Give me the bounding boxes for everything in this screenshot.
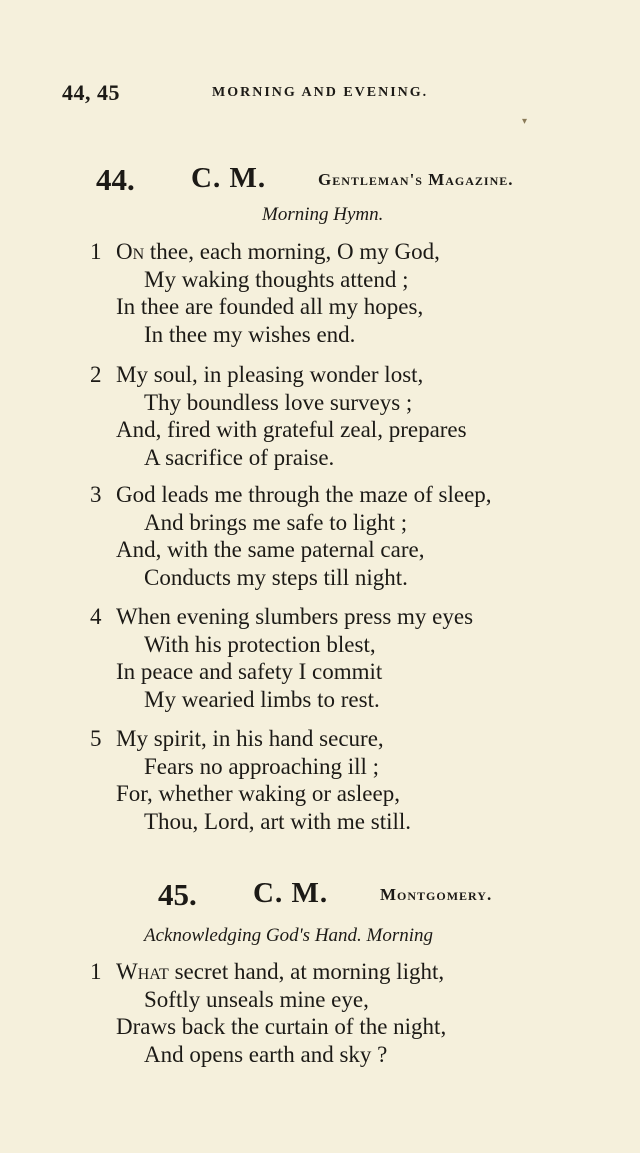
verse-line: For, whether waking or asleep,	[116, 781, 400, 806]
verse-line: And, fired with grateful zeal, prepares	[116, 417, 467, 442]
verse-line: Fears no approaching ill ;	[144, 753, 380, 779]
line-text: When evening slumbers press my eyes	[116, 604, 474, 629]
hymn-meter: C. M.	[191, 162, 267, 194]
hymn-45-header	[158, 877, 558, 917]
verse-line: In thee are founded all my hopes,	[116, 294, 424, 319]
verse-line	[90, 361, 560, 389]
verse-line: And, with the same paternal care,	[116, 537, 425, 562]
stanza-4	[90, 603, 560, 713]
line-text: secret hand, at morning light,	[168, 959, 445, 984]
verse-line: In thee my wishes end.	[144, 321, 356, 347]
verse-line: And opens earth and sky ?	[144, 1041, 388, 1067]
verse-line	[90, 603, 560, 631]
verse-line: Softly unseals mine eye,	[144, 986, 369, 1012]
stanza-1	[90, 238, 560, 348]
running-title: MORNING AND EVENING.	[212, 85, 429, 100]
hymn-author: Montgomery.	[380, 885, 493, 904]
verse-line: Thou, Lord, art with me still.	[144, 808, 412, 834]
verse-line: And brings me safe to light ;	[144, 509, 408, 535]
verse-line: A sacrifice of praise.	[144, 444, 335, 470]
hymn-44-subtitle: Morning Hymn.	[262, 204, 384, 225]
hymn-44-header	[96, 162, 586, 202]
line-text: My soul, in pleasing wonder lost,	[116, 362, 424, 387]
first-word: On	[116, 239, 145, 264]
line-text: God leads me through the maze of sleep,	[116, 482, 492, 507]
stanza-3	[90, 481, 560, 591]
verse-line	[90, 725, 560, 753]
stanza-5	[90, 725, 560, 835]
verse-number: 1	[90, 959, 102, 984]
verse-line: My waking thoughts attend ;	[144, 266, 409, 292]
verse-line: In peace and safety I commit	[116, 659, 383, 684]
line-text: My spirit, in his hand secure,	[116, 726, 384, 751]
page-numbers: 44, 45	[62, 80, 120, 105]
verse-line: Thy boundless love surveys ;	[144, 389, 413, 415]
first-word: What	[116, 959, 169, 984]
verse-line	[90, 238, 560, 266]
verse-number: 1	[90, 239, 102, 264]
verse-line: Draws back the curtain of the night,	[116, 1014, 447, 1039]
verse-number: 5	[90, 726, 102, 751]
verse-line	[90, 958, 560, 986]
hymn-number: 44.	[96, 162, 135, 197]
printer-mark: ▾	[522, 116, 528, 127]
hymn-author: Gentleman's Magazine.	[318, 170, 514, 189]
hymn-45-subtitle: Acknowledging God's Hand. Morning	[144, 925, 434, 946]
verse-number: 2	[90, 362, 102, 387]
verse-number: 4	[90, 604, 102, 629]
verse-line: With his protection blest,	[144, 631, 376, 657]
stanza-2	[90, 361, 560, 471]
verse-number: 3	[90, 482, 102, 507]
stanza-1	[90, 958, 560, 1068]
running-head	[62, 80, 582, 110]
hymn-meter: C. M.	[253, 877, 329, 909]
verse-line	[90, 481, 560, 509]
hymn-number: 45.	[158, 877, 197, 912]
verse-line: Conducts my steps till night.	[144, 564, 408, 590]
line-text: thee, each morning, O my God,	[144, 239, 440, 264]
verse-line: My wearied limbs to rest.	[144, 686, 380, 712]
